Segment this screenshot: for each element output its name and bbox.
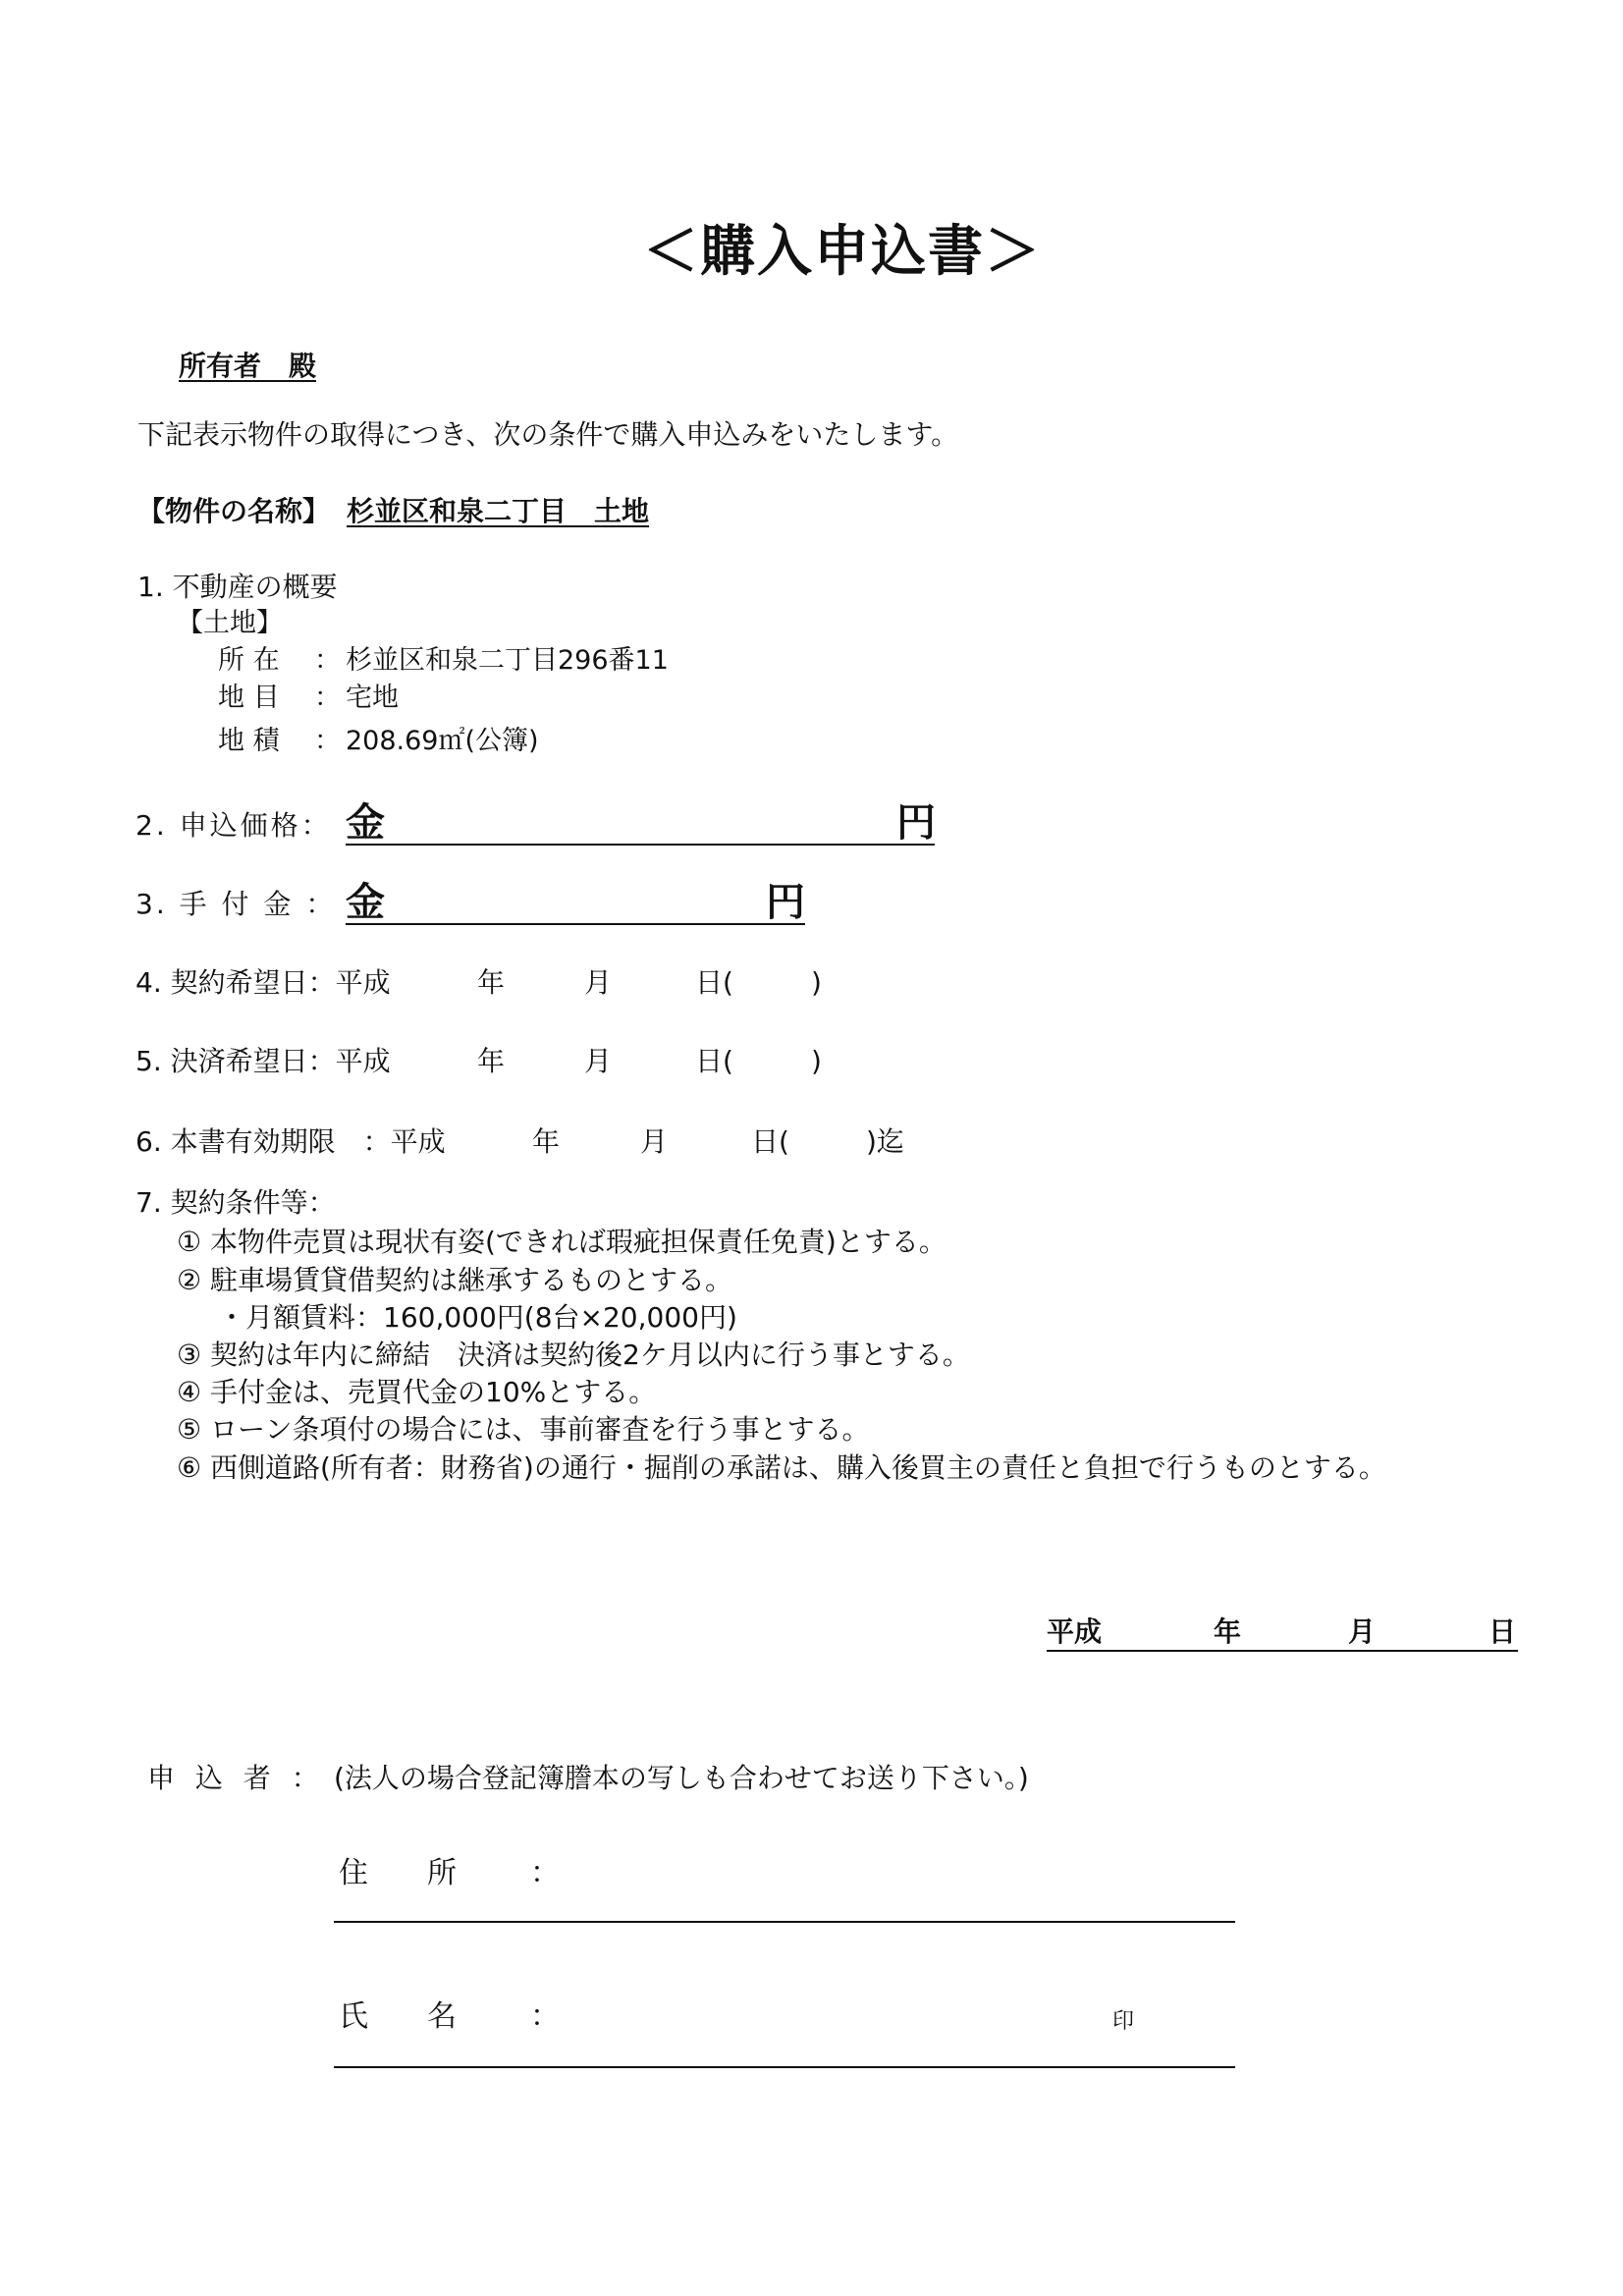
contract-date-year: 年 [477,966,506,999]
name-sep: ： [530,1999,560,2034]
address-sep: ： [530,1856,560,1890]
seal-mark: 印 [1112,2009,1135,2034]
price-suffix: 円 [896,800,936,846]
conditions-heading: 7. 契約条件等： [135,1186,336,1219]
validity-day: 日( [751,1125,789,1158]
deposit-underline [346,923,805,925]
date-day: 日 [1488,1615,1517,1648]
contract-date-label: 4. 契約希望日：平成 [135,966,391,999]
intro-text: 下記表示物件の取得につき、次の条件で購入申込みをいたします。 [137,418,959,451]
row-category-value: 宅地 [346,683,399,713]
contract-date-month: 月 [584,966,613,999]
row-area-value: 208.69㎡(公簿) [346,726,539,756]
date-era: 平成 [1047,1615,1103,1648]
row-category-label: 地 目 [218,683,280,713]
row-category-sep: ： [314,683,341,713]
deposit-suffix: 円 [766,880,805,925]
contract-date-day: 日( [695,966,733,999]
date-month: 月 [1348,1615,1377,1648]
section1-sub: 【土地】 [177,608,283,638]
condition-item: ② 駐車場賃貸借契約は継承するものとする。 [177,1264,733,1296]
address-label: 住 所 [339,1856,457,1890]
page-title: ＜購入申込書＞ [643,220,1042,284]
settlement-date-month: 月 [584,1045,613,1077]
address-field-line[interactable] [334,1921,1235,1923]
validity-month: 月 [640,1125,669,1158]
name-field-line[interactable] [334,2066,1235,2068]
validity-label: 6. 本書有効期限 ：平成 [135,1125,446,1158]
row-location-sep: ： [314,645,341,676]
validity-year: 年 [532,1125,561,1158]
row-area-label: 地 積 [218,726,280,756]
settlement-date-year: 年 [477,1045,506,1077]
price-label: 2. 申込価格： [135,809,332,842]
price-prefix: 金 [346,800,385,846]
condition-subitem: ・月額賃料：160,000円(8台×20,000円) [218,1301,737,1334]
property-name: 杉並区和泉二丁目 土地 [347,495,650,527]
date-underline [1047,1650,1518,1652]
condition-item: ④ 手付金は、売買代金の10%とする。 [177,1376,657,1408]
settlement-date-close: ) [811,1045,822,1077]
deposit-prefix: 金 [346,880,385,925]
applicant-label: 申 込 者 ： [147,1762,325,1794]
row-location-label: 所 在 [218,645,280,676]
section1-heading: 1. 不動産の概要 [137,571,338,603]
date-year: 年 [1214,1615,1242,1648]
price-underline [346,844,935,846]
validity-close: )迄 [866,1125,904,1158]
contract-date-close: ) [811,966,822,999]
condition-item: ① 本物件売買は現状有姿(できれば瑕疵担保責任免責)とする。 [177,1226,947,1258]
property-name-label: 【物件の名称】 [137,495,331,527]
row-area-sep: ： [314,726,341,756]
addressee: 所有者 殿 [179,350,317,382]
condition-item: ⑥ 西側道路(所有者：財務省)の通行・掘削の承諾は、購入後買主の責任と負担で行うものとする。 [177,1451,1386,1484]
settlement-date-day: 日( [695,1045,733,1077]
condition-item: ⑤ ローン条項付の場合には、事前審査を行う事とする。 [177,1413,870,1446]
deposit-label: 3. 手 付 金 ： [135,888,337,920]
applicant-note: (法人の場合登記簿謄本の写しも合わせてお送り下さい。) [334,1762,1029,1794]
name-label: 氏 名 [339,1999,457,2034]
condition-item: ③ 契約は年内に締結 決済は契約後2ケ月以内に行う事とする。 [177,1339,970,1371]
row-location-value: 杉並区和泉二丁目296番11 [346,645,669,676]
settlement-date-label: 5. 決済希望日：平成 [135,1045,391,1077]
